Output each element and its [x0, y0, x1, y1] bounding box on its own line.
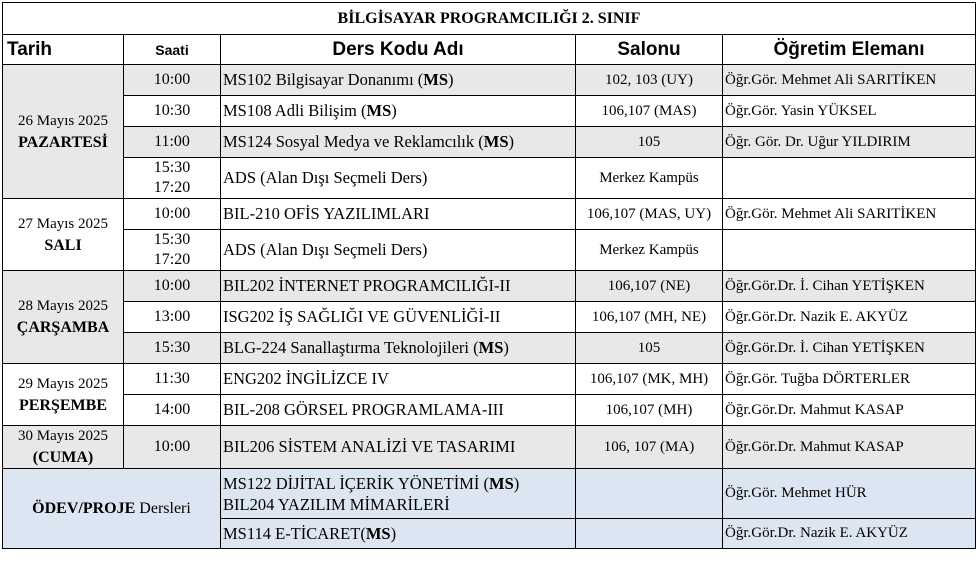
room-cell: 106,107 (MH, NE): [576, 302, 723, 333]
day-name-text: CUMA: [38, 449, 88, 466]
day-name: PERŞEMBE: [18, 396, 107, 414]
date-text: 27 Mayıs 2025: [18, 215, 108, 232]
course-cell: BIL202 İNTERNET PROGRAMCILIĞI-II: [221, 271, 576, 302]
course-tag: MS: [478, 338, 504, 357]
table-row: [3, 364, 976, 395]
table-row: [3, 199, 976, 230]
course-tag: MS: [483, 132, 509, 151]
table-row: [3, 127, 976, 158]
course-text: MS108 Adli Bilişim (: [223, 101, 367, 120]
time-cell: [124, 158, 221, 199]
date-text: 29 Mayıs 2025: [18, 375, 108, 392]
time-cell: 15:30: [124, 333, 221, 364]
header-time: Saati: [124, 35, 221, 65]
time-end: 17:20: [153, 179, 191, 196]
date-text: 26 Mayıs 2025: [18, 112, 108, 129]
header-room: Salonu: [576, 35, 723, 65]
table-row: [3, 426, 976, 469]
odev-label-rest: Dersleri: [135, 499, 191, 517]
course-cell: [221, 96, 576, 127]
date-text: 30 Mayıs 2025: [18, 428, 108, 444]
header-course: Ders Kodu Adı: [221, 35, 576, 65]
course-tag: MS: [366, 101, 392, 120]
day-name: (CUMA): [32, 449, 94, 466]
time-cell: 13:00: [124, 302, 221, 333]
course-cell: [221, 469, 576, 519]
lecturer-cell: Öğr.Gör.Dr. İ. Cihan YETİŞKEN: [723, 271, 976, 302]
time-cell: [124, 230, 221, 271]
time-cell: 10:00: [124, 65, 221, 96]
course-cell: ISG202 İŞ SAĞLIĞI VE GÜVENLİĞİ-II: [221, 302, 576, 333]
course-cell: BIL-208 GÖRSEL PROGRAMLAMA-III: [221, 395, 576, 426]
room-cell: 105: [576, 127, 723, 158]
date-cell-thursday: [3, 364, 124, 426]
room-cell: 102, 103 (UY): [576, 65, 723, 96]
course-cell: [221, 519, 576, 549]
course-cell: BIL-210 OFİS YAZILIMLARI: [221, 199, 576, 230]
room-cell: 105: [576, 333, 723, 364]
course-text: BLG-224 Sanallaştırma Teknolojileri (: [223, 338, 479, 357]
course-tag: MS: [423, 70, 449, 89]
course-cell: BIL206 SİSTEM ANALİZİ VE TASARIMI: [221, 426, 576, 469]
header-date: Tarih: [3, 35, 124, 65]
table-row: [3, 96, 976, 127]
table-row: [3, 65, 976, 96]
lecturer-cell: Öğr.Gör.Dr. Mahmut KASAP: [723, 426, 976, 469]
lecturer-cell: Öğr.Gör. Mehmet Ali SARITİKEN: [723, 199, 976, 230]
table-row: [3, 271, 976, 302]
lecturer-cell: Öğr.Gör. Tuğba DÖRTERLER: [723, 364, 976, 395]
odev-proje-label: [3, 469, 221, 549]
header-lecturer: Öğretim Elemanı: [723, 35, 976, 65]
table-row: [3, 469, 976, 519]
course-text: MS102 Bilgisayar Donanımı (: [223, 70, 424, 89]
time-cell: 10:00: [124, 426, 221, 469]
lecturer-cell: Öğr.Gör.Dr. Mahmut KASAP: [723, 395, 976, 426]
course-tag: MS: [365, 523, 391, 543]
course-cell: [221, 333, 576, 364]
lecturer-cell: Öğr.Gör.Dr. Nazik E. AKYÜZ: [723, 302, 976, 333]
time-cell: 11:30: [124, 364, 221, 395]
table-row: [3, 333, 976, 364]
lecturer-cell: Öğr. Gör. Dr. Uğur YILDIRIM: [723, 127, 976, 158]
date-text: 28 Mayıs 2025: [18, 298, 108, 314]
lecturer-cell: Öğr.Gör. Mehmet Ali SARITİKEN: [723, 65, 976, 96]
table-row: [3, 302, 976, 333]
time-start: 15:30: [153, 231, 191, 248]
room-cell: 106, 107 (MA): [576, 426, 723, 469]
time-cell: 10:00: [124, 271, 221, 302]
date-cell-tuesday: [3, 199, 124, 271]
odev-label-bold: ÖDEV/PROJE: [32, 499, 136, 517]
course-line: BIL204 YAZILIM MİMARİLERİ: [223, 494, 450, 514]
course-cell: ENG202 İNGİLİZCE IV: [221, 364, 576, 395]
lecturer-cell: Öğr.Gör.Dr. Nazik E. AKYÜZ: [723, 519, 976, 549]
exam-schedule-table: [2, 2, 976, 549]
room-cell: 106,107 (MK, MH): [576, 364, 723, 395]
day-name: SALI: [44, 236, 82, 254]
course-suffix: ): [508, 132, 515, 151]
room-cell: 106,107 (MAS): [576, 96, 723, 127]
schedule-title: BİLGİSAYAR PROGRAMCILIĞI 2. SINIF: [3, 3, 976, 35]
course-line: MS122 DİJİTAL İÇERİK YÖNETİMİ (MS): [223, 473, 520, 493]
lecturer-cell: Öğr.Gör. Mehmet HÜR: [723, 469, 976, 519]
course-suffix: ): [391, 101, 397, 120]
date-cell-friday: [3, 426, 124, 469]
room-cell: Merkez Kampüs: [576, 230, 723, 271]
room-cell: 106,107 (MAS, UY): [576, 199, 723, 230]
room-cell: [576, 519, 723, 549]
course-cell: ADS (Alan Dışı Seçmeli Ders): [221, 230, 576, 271]
time-cell: 10:00: [124, 199, 221, 230]
day-name: PAZARTESİ: [18, 133, 108, 151]
course-suffix: ): [503, 338, 509, 357]
lecturer-cell: Öğr.Gör. Yasin YÜKSEL: [723, 96, 976, 127]
room-cell: [576, 469, 723, 519]
time-cell: 14:00: [124, 395, 221, 426]
room-cell: 106,107 (NE): [576, 271, 723, 302]
lecturer-cell: [723, 230, 976, 271]
course-cell: ADS (Alan Dışı Seçmeli Ders): [221, 158, 576, 199]
time-start: 15:30: [153, 159, 191, 176]
lecturer-cell: [723, 158, 976, 199]
table-row: [3, 158, 976, 199]
date-cell-monday: [3, 65, 124, 199]
table-row: [3, 395, 976, 426]
course-text: MS124 Sosyal Medya ve Reklamcılık (: [223, 132, 484, 151]
course-suffix: ): [448, 70, 454, 89]
time-cell: 11:00: [124, 127, 221, 158]
time-end: 17:20: [153, 251, 191, 268]
room-cell: 106,107 (MH): [576, 395, 723, 426]
course-cell: [221, 65, 576, 96]
course-cell: [221, 127, 576, 158]
time-cell: 10:30: [124, 96, 221, 127]
lecturer-cell: Öğr.Gör.Dr. İ. Cihan YETİŞKEN: [723, 333, 976, 364]
course-text: MS114 E-TİCARET(: [223, 523, 366, 543]
room-cell: Merkez Kampüs: [576, 158, 723, 199]
table-row: [3, 230, 976, 271]
course-suffix: ): [390, 523, 397, 543]
date-cell-wednesday: [3, 271, 124, 364]
day-name: ÇARŞAMBA: [16, 319, 110, 336]
